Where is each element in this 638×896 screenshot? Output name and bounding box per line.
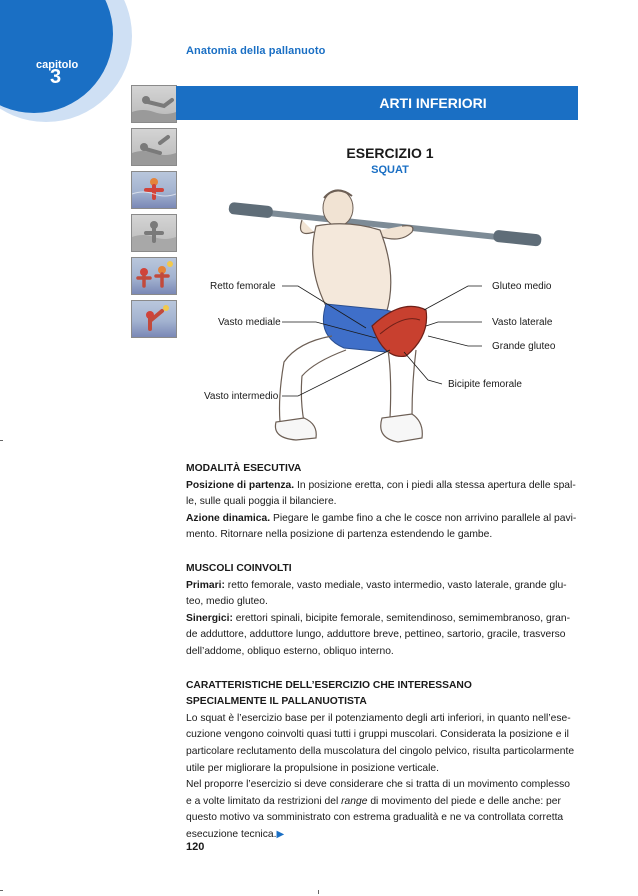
heading-muscoli: MUSCOLI COINVOLTI	[186, 562, 292, 574]
heading-modalita: MODALITÀ ESECUTIVA	[186, 463, 302, 474]
page-number: 120	[186, 841, 205, 853]
paragraph-posizione: Posizione di partenza. In posizione eretta, con i piedi alla stessa apertura delle spal-	[186, 479, 576, 491]
body-text: MODALITÀ ESECUTIVA Posizione di partenza. In posizione eretta, con i piedi alla stessa apertura delle spal- le, sulle quali poggia il bilanciere. Azione dinamica. Piegare le gambe fino a che le cosce non arrivino parallele al pavi- mento. Ritornare nella posizione di partenza estendendo le gambe. MUSCOLI COINVOLTI Primari: retto femorale, vasto mediale, vasto intermedio, vasto laterale, grande glu- teo, medio gluteo. Sinergici: erettori spinali, bicipite femorale, semitendinoso, semimembranoso, gran- de adduttore, adduttore lungo, adduttore breve, pettineo, sartorio, gracile, trasverso dell’addome, obliquo esterno, obliquo interno. CARATTERISTICHE DELL’ESERCIZIO CHE INTERESSANO SPECIALMENTE IL PALLANUOTISTA Lo squat è l’esercizio base per il potenziamento degli arti inferiori, in quanto nell’ese- cuzione vengono coinvolti quasi tutti i gruppi muscolari. Considerata la posizione e il particolare reclutamento della muscolatura del cingolo pelvico, risulta particolarmente utile per migliorare la propulsione in posizione verticale. Nel proporre l’esercizio si deve considerare che si tratta di un movimento complesso e a volte limitato da restrizioni del range di movimento del piede e delle anche: per questo motivo va somministrato con estrema gradualità e ne va controllata corretta esecuzione tecnica.▶	[186, 463, 577, 840]
heading-caratteristiche: CARATTERISTICHE DELL’ESERCIZIO CHE INTERESSANO	[186, 679, 472, 691]
paragraph-azione: Azione dinamica. Piegare le gambe fino a che le cosce non arrivino parallele al pavi-	[186, 512, 577, 524]
running-head: Anatomia della pallanuoto	[186, 45, 326, 57]
section-title: ARTI INFERIORI	[379, 95, 487, 111]
label-vasto-laterale: Vasto laterale	[492, 317, 553, 328]
crop-mark	[318, 890, 319, 894]
swimmer-icon	[131, 85, 177, 123]
swimmer-icon	[131, 128, 177, 166]
squat-illustration	[176, 186, 578, 456]
swimmer-icon	[131, 214, 177, 252]
exercise-title: ESERCIZIO 1	[346, 145, 434, 161]
section-header-bar	[176, 86, 578, 120]
chapter-label: capitolo	[36, 59, 79, 71]
swimmer-icon	[131, 171, 177, 209]
label-vasto-mediale: Vasto mediale	[218, 317, 281, 328]
label-retto-femorale: Retto femorale	[210, 281, 276, 292]
chapter-number: 3	[50, 66, 62, 88]
shooter-icon	[131, 300, 177, 338]
label-vasto-intermedio: Vasto intermedio	[204, 391, 279, 402]
crop-mark	[0, 440, 3, 441]
paragraph-primari: Primari: retto femorale, vasto mediale, vasto intermedio, vasto laterale, grande glu-	[186, 579, 567, 591]
thumbnail-strip	[131, 85, 177, 343]
paragraph-proporre: Nel proporre l’esercizio si deve considerare che si tratta di un movimento complesso	[186, 779, 571, 791]
crop-mark	[0, 890, 3, 891]
continue-arrow-icon: ▶	[276, 828, 285, 840]
paragraph-sinergici: Sinergici: erettori spinali, bicipite femorale, semitendinoso, semimembranoso, gran-	[186, 612, 571, 624]
exercise-subtitle: SQUAT	[371, 164, 409, 176]
label-bicipite-femorale: Bicipite femorale	[448, 379, 522, 390]
label-grande-gluteo: Grande gluteo	[492, 341, 556, 352]
players-icon	[131, 257, 177, 295]
paragraph-squat: Lo squat è l’esercizio base per il potenziamento degli arti inferiori, in quanto nell’ese-	[186, 712, 571, 724]
label-gluteo-medio: Gluteo medio	[492, 281, 552, 292]
